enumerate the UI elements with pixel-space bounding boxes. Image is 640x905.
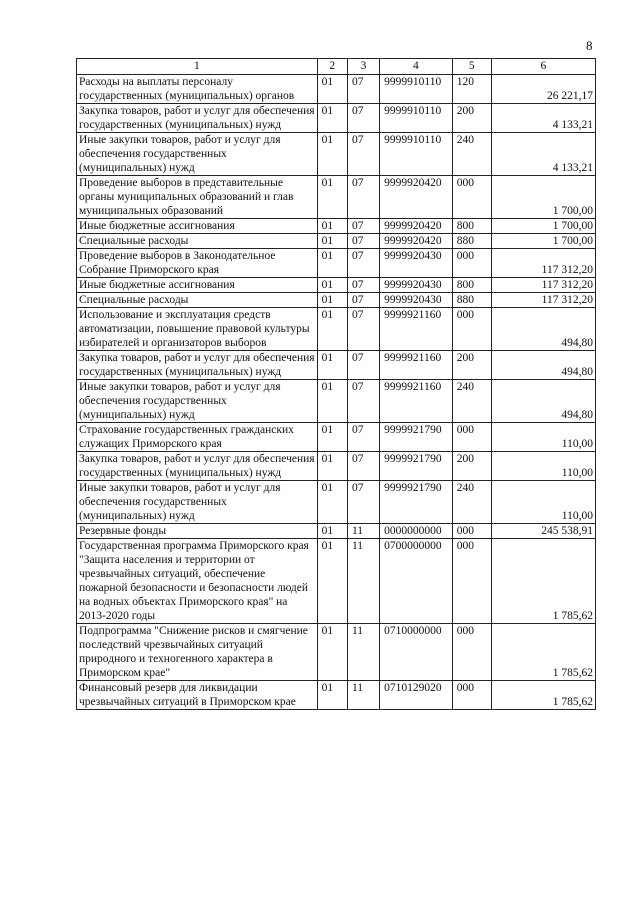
- row-name-cell: Иные бюджетные ассигнования: [77, 219, 318, 234]
- column-header-5: 5: [452, 59, 491, 75]
- row-expense-type-cell: 240: [452, 481, 491, 524]
- row-subsection-cell: 07: [347, 351, 379, 380]
- row-target-code-cell: 9999910110: [380, 104, 453, 133]
- page-number: 8: [586, 38, 593, 53]
- row-section-cell: 01: [317, 481, 347, 524]
- row-section-cell: 01: [317, 624, 347, 681]
- row-amount-cell: 26 221,17: [491, 75, 595, 104]
- row-target-code-cell: 0700000000: [380, 539, 453, 624]
- row-section-cell: 01: [317, 234, 347, 249]
- row-target-code-cell: 9999920420: [380, 234, 453, 249]
- row-name-cell: Закупка товаров, работ и услуг для обеспечения государственных (муниципальных) нужд: [77, 452, 318, 481]
- row-expense-type-cell: 000: [452, 539, 491, 624]
- column-header-3: 3: [347, 59, 379, 75]
- table-row: [77, 624, 596, 681]
- row-amount-cell: 110,00: [491, 481, 595, 524]
- row-subsection-cell: 07: [347, 75, 379, 104]
- row-amount-cell: 110,00: [491, 452, 595, 481]
- row-section-cell: 01: [317, 524, 347, 539]
- row-name-cell: Иные закупки товаров, работ и услуг для обеспечения государственных (муниципальных) нужд: [77, 481, 318, 524]
- row-amount-cell: 117 312,20: [491, 249, 595, 278]
- row-name-cell: Финансовый резерв для ликвидации чрезвычайных ситуаций в Приморском крае: [77, 681, 318, 710]
- row-expense-type-cell: 200: [452, 351, 491, 380]
- row-expense-type-cell: 200: [452, 104, 491, 133]
- row-name-cell: Расходы на выплаты персоналу государственных (муниципальных) органов: [77, 75, 318, 104]
- row-expense-type-cell: 120: [452, 75, 491, 104]
- row-amount-cell: 494,80: [491, 308, 595, 351]
- row-expense-type-cell: 880: [452, 234, 491, 249]
- row-subsection-cell: 07: [347, 234, 379, 249]
- column-header-4: 4: [380, 59, 453, 75]
- row-target-code-cell: 9999910110: [380, 133, 453, 176]
- row-subsection-cell: 07: [347, 308, 379, 351]
- row-subsection-cell: 07: [347, 293, 379, 308]
- column-header-1: 1: [77, 59, 318, 75]
- row-expense-type-cell: 880: [452, 293, 491, 308]
- row-section-cell: 01: [317, 278, 347, 293]
- row-amount-cell: 1 700,00: [491, 234, 595, 249]
- row-name-cell: Иные бюджетные ассигнования: [77, 278, 318, 293]
- row-section-cell: 01: [317, 249, 347, 278]
- table-row: [77, 234, 596, 249]
- row-amount-cell: 117 312,20: [491, 293, 595, 308]
- row-expense-type-cell: 000: [452, 524, 491, 539]
- row-name-cell: Использование и эксплуатация средств автоматизации, повышение правовой культуры избирателей и организаторов выборов: [77, 308, 318, 351]
- row-expense-type-cell: 000: [452, 423, 491, 452]
- row-name-cell: Специальные расходы: [77, 234, 318, 249]
- row-name-cell: Страхование государственных гражданских служащих Приморского края: [77, 423, 318, 452]
- table-row: [77, 524, 596, 539]
- row-amount-cell: 1 785,62: [491, 681, 595, 710]
- table-header-row: [77, 59, 596, 75]
- row-name-cell: Специальные расходы: [77, 293, 318, 308]
- row-subsection-cell: 07: [347, 219, 379, 234]
- row-section-cell: 01: [317, 293, 347, 308]
- table-row: [77, 219, 596, 234]
- row-subsection-cell: 07: [347, 481, 379, 524]
- row-name-cell: Резервные фонды: [77, 524, 318, 539]
- row-target-code-cell: 9999920430: [380, 249, 453, 278]
- row-amount-cell: 4 133,21: [491, 104, 595, 133]
- row-target-code-cell: 9999910110: [380, 75, 453, 104]
- table-row: [77, 308, 596, 351]
- table-row: [77, 293, 596, 308]
- table-row: [77, 452, 596, 481]
- row-expense-type-cell: 000: [452, 176, 491, 219]
- row-target-code-cell: 9999921160: [380, 351, 453, 380]
- row-section-cell: 01: [317, 423, 347, 452]
- table-row: [77, 75, 596, 104]
- row-amount-cell: 494,80: [491, 380, 595, 423]
- row-amount-cell: 1 785,62: [491, 624, 595, 681]
- row-expense-type-cell: 800: [452, 278, 491, 293]
- row-target-code-cell: 9999920430: [380, 293, 453, 308]
- row-name-cell: Проведение выборов в Законодательное Собрание Приморского края: [77, 249, 318, 278]
- row-target-code-cell: 9999920430: [380, 278, 453, 293]
- row-name-cell: Закупка товаров, работ и услуг для обеспечения государственных (муниципальных) нужд: [77, 351, 318, 380]
- row-target-code-cell: 9999921790: [380, 481, 453, 524]
- row-subsection-cell: 07: [347, 452, 379, 481]
- row-subsection-cell: 07: [347, 380, 379, 423]
- row-subsection-cell: 11: [347, 624, 379, 681]
- row-section-cell: 01: [317, 176, 347, 219]
- row-amount-cell: 245 538,91: [491, 524, 595, 539]
- row-expense-type-cell: 800: [452, 219, 491, 234]
- row-expense-type-cell: 000: [452, 249, 491, 278]
- table-row: [77, 249, 596, 278]
- row-target-code-cell: 9999920420: [380, 176, 453, 219]
- table-row: [77, 104, 596, 133]
- row-expense-type-cell: 000: [452, 308, 491, 351]
- row-section-cell: 01: [317, 308, 347, 351]
- row-name-cell: Закупка товаров, работ и услуг для обеспечения государственных (муниципальных) нужд: [77, 104, 318, 133]
- table-row: [77, 423, 596, 452]
- row-expense-type-cell: 000: [452, 624, 491, 681]
- row-expense-type-cell: 240: [452, 133, 491, 176]
- budget-table: [76, 58, 596, 710]
- row-target-code-cell: 9999921160: [380, 308, 453, 351]
- row-subsection-cell: 07: [347, 249, 379, 278]
- table-row: [77, 278, 596, 293]
- row-section-cell: 01: [317, 539, 347, 624]
- column-header-6: 6: [491, 59, 595, 75]
- table-row: [77, 481, 596, 524]
- row-subsection-cell: 11: [347, 524, 379, 539]
- row-amount-cell: 110,00: [491, 423, 595, 452]
- column-header-2: 2: [317, 59, 347, 75]
- row-name-cell: Иные закупки товаров, работ и услуг для обеспечения государственных (муниципальных) нужд: [77, 380, 318, 423]
- row-subsection-cell: 07: [347, 104, 379, 133]
- row-target-code-cell: 9999921160: [380, 380, 453, 423]
- row-subsection-cell: 11: [347, 539, 379, 624]
- row-section-cell: 01: [317, 452, 347, 481]
- table-row: [77, 176, 596, 219]
- row-name-cell: Иные закупки товаров, работ и услуг для обеспечения государственных (муниципальных) нужд: [77, 133, 318, 176]
- row-amount-cell: 1 700,00: [491, 176, 595, 219]
- row-amount-cell: 1 700,00: [491, 219, 595, 234]
- table-row: [77, 539, 596, 624]
- row-subsection-cell: 07: [347, 423, 379, 452]
- row-expense-type-cell: 240: [452, 380, 491, 423]
- row-expense-type-cell: 200: [452, 452, 491, 481]
- row-subsection-cell: 07: [347, 133, 379, 176]
- row-target-code-cell: 0710000000: [380, 624, 453, 681]
- row-section-cell: 01: [317, 681, 347, 710]
- row-target-code-cell: 9999920420: [380, 219, 453, 234]
- row-target-code-cell: 0710129020: [380, 681, 453, 710]
- row-name-cell: Подпрограмма "Снижение рисков и смягчение последствий чрезвычайных ситуаций природного и техногенного характера в Приморском крае": [77, 624, 318, 681]
- row-section-cell: 01: [317, 351, 347, 380]
- row-subsection-cell: 11: [347, 681, 379, 710]
- row-expense-type-cell: 000: [452, 681, 491, 710]
- row-amount-cell: 1 785,62: [491, 539, 595, 624]
- row-name-cell: Проведение выборов в представительные органы муниципальных образований и глав муниципальных образований: [77, 176, 318, 219]
- row-section-cell: 01: [317, 219, 347, 234]
- row-subsection-cell: 07: [347, 176, 379, 219]
- row-section-cell: 01: [317, 133, 347, 176]
- row-target-code-cell: 9999921790: [380, 452, 453, 481]
- table-row: [77, 380, 596, 423]
- table-row: [77, 681, 596, 710]
- row-section-cell: 01: [317, 104, 347, 133]
- row-target-code-cell: 0000000000: [380, 524, 453, 539]
- row-name-cell: Государственная программа Приморского края "Защита населения и территории от чрезвычайных ситуаций, обеспечение пожарной безопасности и безопасности людей на водных объектах Приморского края" на 2013-2020 годы: [77, 539, 318, 624]
- row-subsection-cell: 07: [347, 278, 379, 293]
- row-amount-cell: 117 312,20: [491, 278, 595, 293]
- row-section-cell: 01: [317, 380, 347, 423]
- table-row: [77, 351, 596, 380]
- table-row: [77, 133, 596, 176]
- row-target-code-cell: 9999921790: [380, 423, 453, 452]
- row-amount-cell: 4 133,21: [491, 133, 595, 176]
- row-section-cell: 01: [317, 75, 347, 104]
- row-amount-cell: 494,80: [491, 351, 595, 380]
